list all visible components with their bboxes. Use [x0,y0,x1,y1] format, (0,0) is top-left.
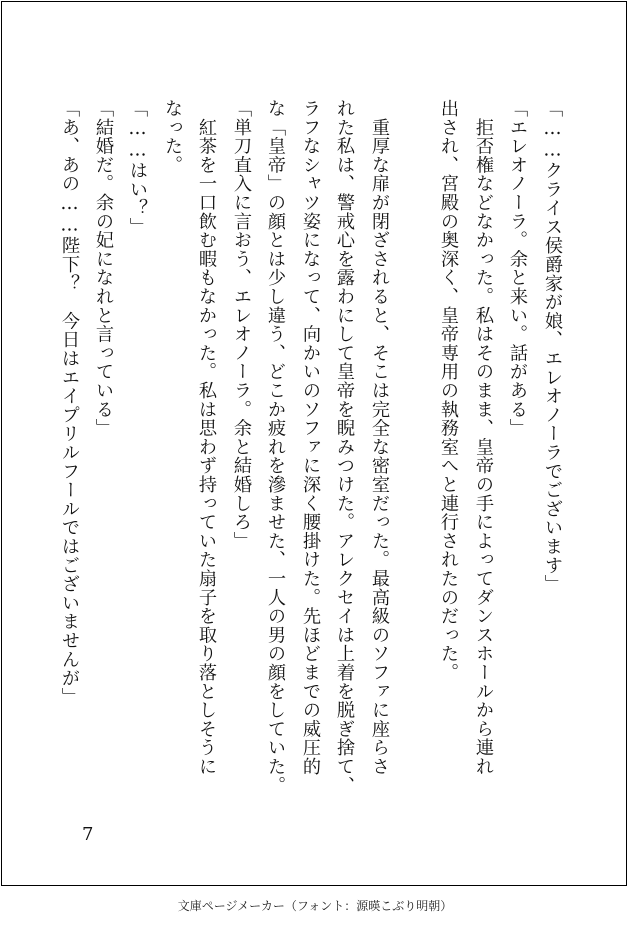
page-frame [1,1,627,886]
text-line: 紅茶を一口飲む暇もなかった。私は思わず持っていた扇子を取り落としそうに [196,99,217,776]
text-line: なった。 [162,99,183,175]
text-line: 「単刀直入に言おう、エレオノーラ。余と結婚しろ」 [231,99,252,551]
text-line: 「結婚だ。余の妃になれと言っている」 [93,99,114,438]
text-line: ラフなシャツ姿になって、向かいのソファに深く腰掛けた。先ほどまでの威圧的 [300,99,321,776]
text-line: な「皇帝」の顔とは少し違う、どこか疲れを滲ませた、一人の男の顔をしていた。 [265,99,286,795]
text-line: 重厚な扉が閉ざされると、そこは完全な密室だった。最高級のソファに座らさ [369,99,390,776]
text-line: 「あ、あの……陛下？ 今日はエイプリルフールではございませんが」 [59,99,80,707]
text-line: 「……はい？」 [127,99,148,237]
page-number: 7 [82,824,94,845]
text-line: 出され、宮殿の奥深く、皇帝専用の執務室へと連行されたのだった。 [438,99,459,682]
text-line: 拒否権などなかった。私はそのまま、皇帝の手によってダンスホールから連れ [473,99,494,776]
blank-line [401,99,425,819]
footer-caption: 文庫ページメーカー（フォント：源暎こぶり明朝） [177,899,453,913]
text-line: 「エレオノーラ。余と来い。話がある」 [507,99,528,438]
text-line: 「……クライス侯爵家が娘、エレオノーラでございます」 [542,99,563,594]
text-line: れた私は、警戒心を露わにして皇帝を睨みつけた。アレクセイは上着を脱ぎ捨て、 [334,99,355,795]
